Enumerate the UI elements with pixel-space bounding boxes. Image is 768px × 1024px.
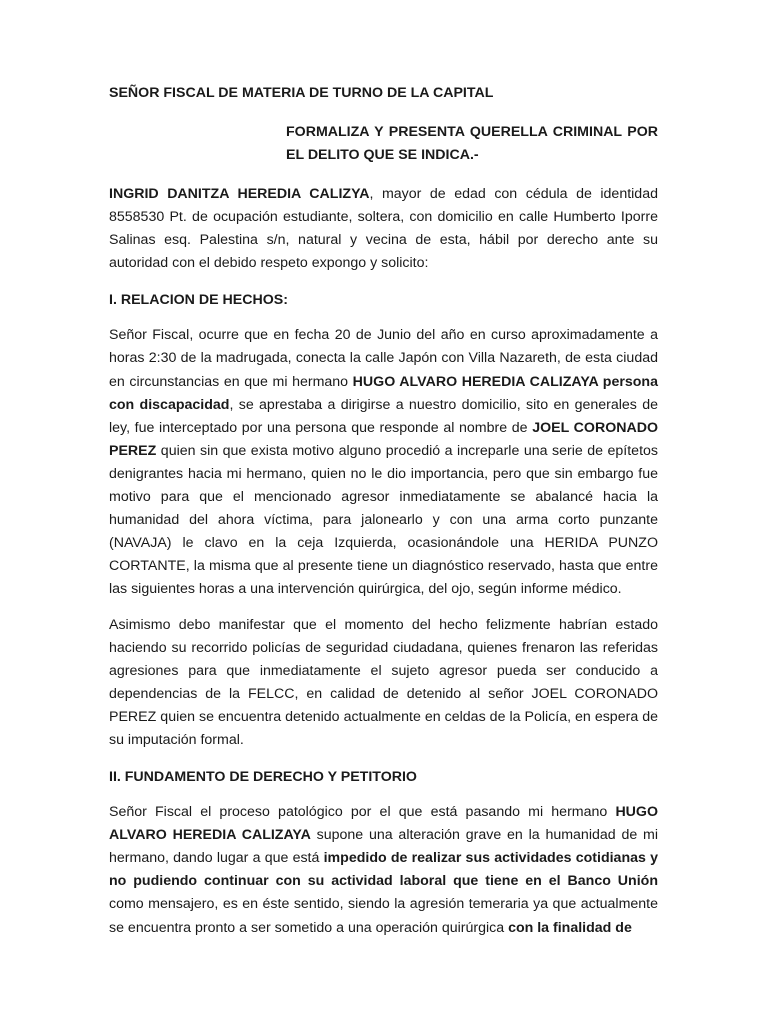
law-text-1: Señor Fiscal el proceso patológico por el que está pasando mi hermano (109, 804, 616, 821)
impediment-text: impedido de realizar sus actividades cotidianas y no pudiendo continuar con su actividad laboral que tiene en el Banco Unión (109, 850, 658, 890)
complainant-name: INGRID DANITZA HEREDIA CALIZYA (109, 186, 370, 202)
section-2-title: II. FUNDAMENTO DE DERECHO Y PETITORIO (109, 769, 417, 786)
aggressor-name: JOEL CORONADO PEREZ (109, 419, 659, 459)
victim-name-2: HUGO ALVARO HEREDIA CALIZAYA (109, 804, 658, 844)
purpose-text: con la finalidad de (508, 919, 632, 936)
law-text-3: como mensajero, es en éste sentido, siendo la agresión temeraria ya que actualmente se encuentra pronto a ser sometido a una operación quirúrgica (109, 896, 658, 936)
addressee-heading: SEÑOR FISCAL DE MATERIA DE TURNO DE LA CAPITAL (109, 85, 494, 101)
facts-paragraph-2: Asimismo debo manifestar que el momento del hecho felizmente habrían estado haciendo su recorrido policías de seguridad ciudadana, quienes frenaron las referidas agresiones para que inmediatamente el sujeto agresor pueda ser conducido a dependencias de la FELCC, en calidad de detenido al señor JOEL CORONADO PEREZ quien se encuentra detenido actualmente en celdas de la Policía, en espera de su imputación formal. (109, 616, 658, 748)
law-paragraph-1 (109, 801, 658, 940)
subject-line: FORMALIZA Y PRESENTA QUERELLA CRIMINAL POR EL DELITO QUE SE INDICA.- (286, 124, 658, 163)
intro-paragraph (109, 183, 658, 275)
section-1-title: I. RELACION DE HECHOS: (109, 292, 288, 309)
victim-name: HUGO ALVARO HEREDIA CALIZAYA persona con discapacidad (109, 373, 658, 413)
facts-paragraph-1 (109, 324, 658, 601)
law-text-2: supone una alteración grave en la humanidad de mi hermano, dando lugar a que está (109, 827, 658, 867)
document-page (109, 78, 658, 940)
facts-text-1: Señor Fiscal, ocurre que en fecha 20 de Junio del año en curso aproximadamente a horas 2:30 de la madrugada, conecta la calle Japón con Villa Nazareth, de esta ciudad en circunstancias en que mi hermano (109, 327, 658, 390)
subject-block (109, 121, 658, 167)
facts-text-3: quien sin que exista motivo alguno procedió a increparle una serie de epítetos denigrantes hacia mi hermano, quien no le dio importancia, pero que sin embargo fue motivo para que el mencionado agresor inmediatamente se abalancé hacia la humanidad del ahora víctima, para jalonearlo y con una arma corto punzante (NAVAJA) le clavo en la ceja Izquierda, ocasionándole una HERIDA PUNZO CORTANTE, la misma que al presente tiene un diagnóstico reservado, hasta que entre las siguientes horas a una intervención quirúrgica, del ojo, según informe médico. (109, 442, 658, 598)
facts-text-2: , se aprestaba a dirigirse a nuestro domicilio, sito en generales de ley, fue interceptado por una persona que responde al nombre de (109, 396, 658, 436)
intro-text: , mayor de edad con cédula de identidad 8558530 Pt. de ocupación estudiante, soltera, con domicilio en calle Humberto Iporre Salinas esq. Palestina s/n, natural y vecina de esta, hábil por derecho ante su autoridad con el debido respeto expongo y solicito: (109, 186, 658, 272)
